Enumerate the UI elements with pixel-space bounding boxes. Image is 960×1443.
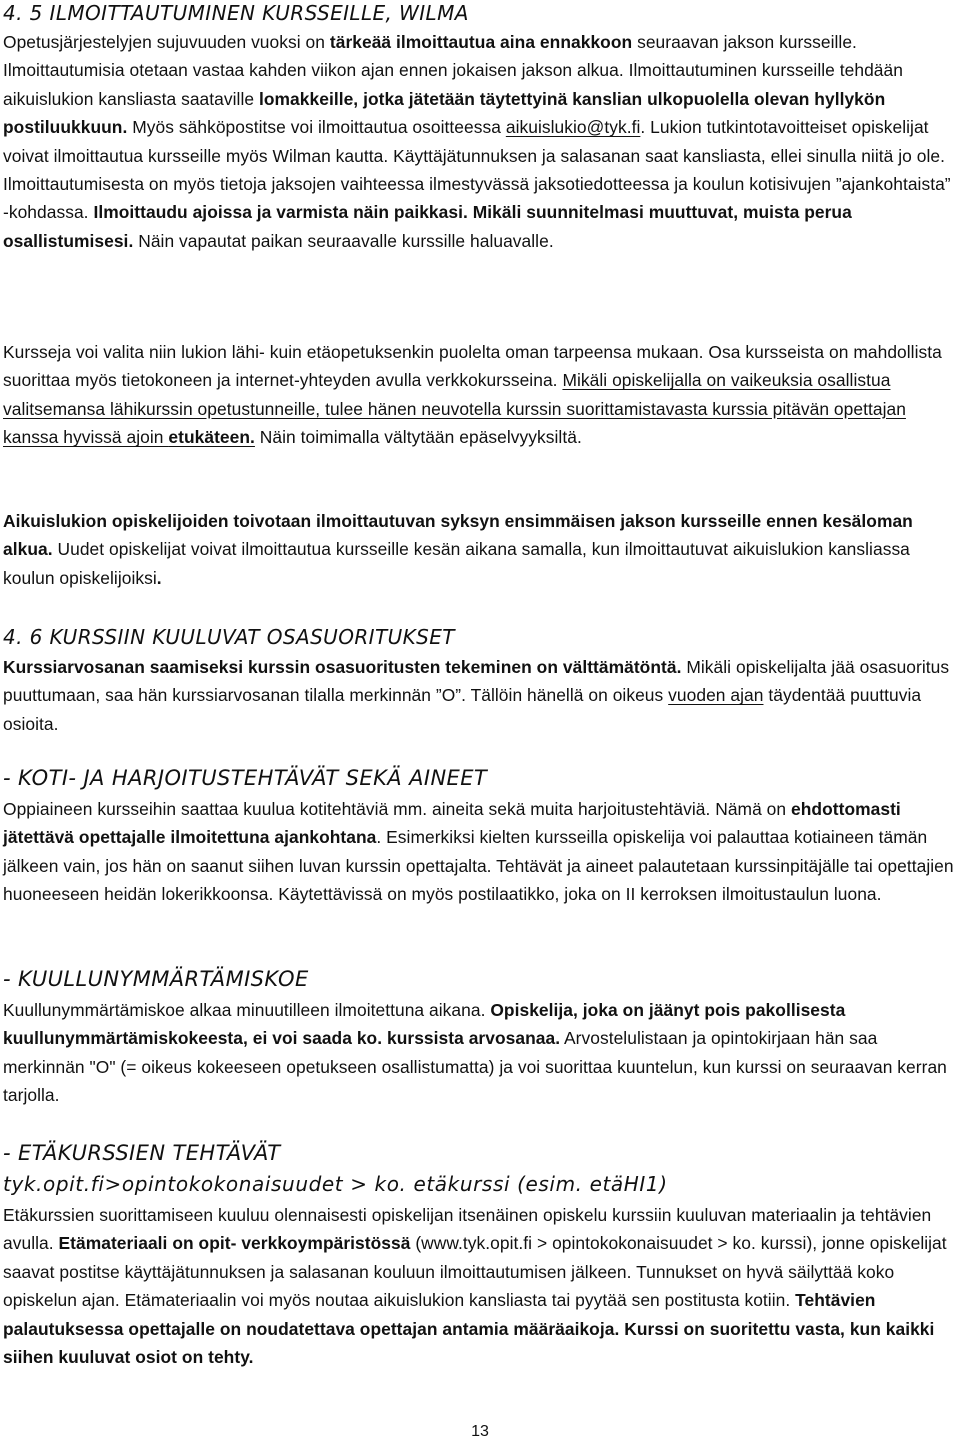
text-run: Uudet opiskelijat voivat ilmoittautua kursseille kesän aikana samalla, kun ilmoittautuvat aikuislukion kansliassa koulun opiskelijoiksi — [3, 539, 910, 588]
distance-course-path: tyk.opit.fi>opintokokonaisuudet > ko. etäkurssi (esim. etäHI1) — [3, 1172, 668, 1196]
paragraph-registration — [3, 28, 954, 255]
paragraph-home-assignments — [3, 795, 954, 909]
subsection-heading-listening-test: - KUULLUNYMMÄRTÄMISKOE — [3, 967, 309, 991]
text-run: . Lukion tutkintotavoitteiset opiskelijat voivat ilmoittautua kursseille myös Wilman kautta. Käyttäjätunnuksen ja salasanan saat kansliasta, ellei sinulla niitä jo ole. Ilmoittautumisesta on myös tietoja jaksojen vaihteessa ilmestyvässä jaksotiedotteessa ja koulun kotisivujen ”ajankohtaista” -kohdassa. — [3, 117, 951, 223]
underlined-bold-text: etukäteen. — [168, 427, 255, 448]
bold-text: tärkeää ilmoittautua aina ennakkoon — [329, 32, 633, 52]
email-link[interactable]: aikuislukio@tyk.fi — [505, 117, 641, 138]
text-run: seuraavan jakson kursseille. Ilmoittautumisia otetaan vastaa kahden viikon ajan ennen jokaisen jakson alkua. Ilmoittautuminen kursseille tehdään aikuislukion kansliasta saataville — [3, 32, 903, 109]
subsection-heading-home-assignments: - KOTI- JA HARJOITUSTEHTÄVÄT SEKÄ AINEET — [3, 766, 488, 790]
underlined-text: vuoden ajan — [668, 685, 764, 706]
bold-text: Opiskelija, joka on jäänyt pois pakollisesta kuullunymmärtämiskokeesta, ei voi saada ko. kurssista arvosanaa. — [3, 1000, 846, 1049]
text-run: Etäkurssien suorittamiseen kuuluu olennaisesti opiskelijan itsenäinen opiskelu kurssiin kuuluvan materiaalin ja tehtävien avulla. — [3, 1205, 932, 1254]
text-run: Arvostelulistaan ja opintokirjaan hän saa merkinnän "O" (= oikeus kokeeseen opetukseen osallistumatta) ja voi suorittaa kuuntelun, kun kurssi on seuraavan kerran tarjolla. — [3, 1028, 947, 1106]
paragraph-autumn-registration — [3, 507, 954, 592]
text-run: (www.tyk.opit.fi > opintokokonaisuudet > ko. kurssi), jonne opiskelijat saavat postitse käyttäjätunnuksen ja salasanan kouluun ilmoittautumisen jälkeen. Tunnukset on hyvä säilyttää koko opiskelun ajan. Etämateriaalin voi myös noutaa aikuislukion kansliasta tai pyytää sen postitusta kotiin. — [3, 1233, 947, 1311]
bold-text: Etämateriaali on opit- verkkoympäristössä — [58, 1233, 411, 1254]
text-run: . Esimerkiksi kielten kursseilla opiskelija voi palauttaa kotiaineen tämän jälkeen vain, jos hän on saanut siihen luvan kurssin opettajalta. Tehtävät ja aineet palautetaan kurssinpitäjälle tai opettajien huoneeseen heidän lokerikkoonsa. Käytettävissä on myös postilaatikko, joka on II kerroksen ilmoitustaulun luona. — [3, 827, 954, 905]
text-run: Oppiaineen kursseihin saattaa kuulua kotitehtäviä mm. aineita sekä muita harjoitustehtäviä. Nämä on — [3, 799, 792, 819]
bold-text: Aikuislukion opiskelijoiden toivotaan ilmoittautuvan syksyn ensimmäisen jakson kursseille ennen kesäloman alkua. — [3, 511, 913, 560]
page-number: 13 — [471, 1423, 489, 1440]
paragraph-distance-courses — [3, 1201, 954, 1371]
text-run: Näin vapautat paikan seuraavalle kurssille haluavalle. — [133, 230, 554, 251]
underlined-text: Mikäli opiskelijalla on vaikeuksia osallistua valitsemansa lähikurssin opetustunneille, tulee hänen neuvotella kurssin suorittamistavasta kurssia pitävän opettajan kanssa hyvissä ajoin — [3, 370, 906, 448]
paragraph-partial-assignments — [3, 653, 954, 738]
bold-text: Kurssiarvosanan saamiseksi kurssin osasuoritusten tekeminen on välttämätöntä. — [3, 657, 682, 677]
text-run: Kuullunymmärtämiskoe alkaa minuutilleen ilmoitettuna aikana. — [3, 1000, 491, 1020]
text-run: Näin toimimalla vältytään epäselvyyksiltä. — [254, 427, 582, 448]
text-run: Kursseja voi valita niin lukion lähi- kuin etäopetuksenkin puolelta oman tarpeensa mukaan. Osa kursseista on mahdollista suorittaa myös tietokoneen ja internet-yhteyden avulla verkkokursseina. — [3, 342, 942, 391]
bold-text: ehdottomasti jätettävä opettajalle ilmoitettuna ajankohtana — [3, 799, 901, 848]
text-run: täydentää puuttuvia osioita. — [3, 685, 922, 734]
section-heading-4-6: 4. 6 KURSSIIN KUULUVAT OSASUORITUKSET — [3, 625, 455, 649]
section-heading-4-5: 4. 5 ILMOITTAUTUMINEN KURSSEILLE, WILMA — [3, 1, 469, 25]
bold-text: lomakkeille, jotka jätetään täytettyinä kanslian ulkopuolella olevan hyllykön postiluukkuun. — [3, 88, 886, 138]
bold-text: . — [156, 567, 162, 588]
subsection-heading-distance-courses: - ETÄKURSSIEN TEHTÄVÄT — [3, 1141, 281, 1165]
text-run: Myös sähköpostitse voi ilmoittautua osoitteessa — [127, 117, 506, 138]
paragraph-listening-test — [3, 996, 954, 1110]
bold-text: Ilmoittaudu ajoissa ja varmista näin paikkasi. Mikäli suunnitelmasi muuttuvat, muista perua osallistumisesi. — [3, 202, 852, 251]
paragraph-course-selection — [3, 338, 954, 452]
text-run: Mikäli opiskelijalta jää osasuoritus puuttumaan, saa hän kurssiarvosanan tilalla merkinnän ”O”. Tällöin hänellä on oikeus — [3, 657, 950, 706]
bold-text: Tehtävien palautuksessa opettajalle on noudatettava opettajan antamia määräaikoja. Kurssi on suoritettu vasta, kun kaikki siihen kuuluvat osiot on tehty. — [3, 1290, 935, 1368]
text-run: Opetusjärjestelyjen sujuvuuden vuoksi on — [3, 32, 330, 52]
